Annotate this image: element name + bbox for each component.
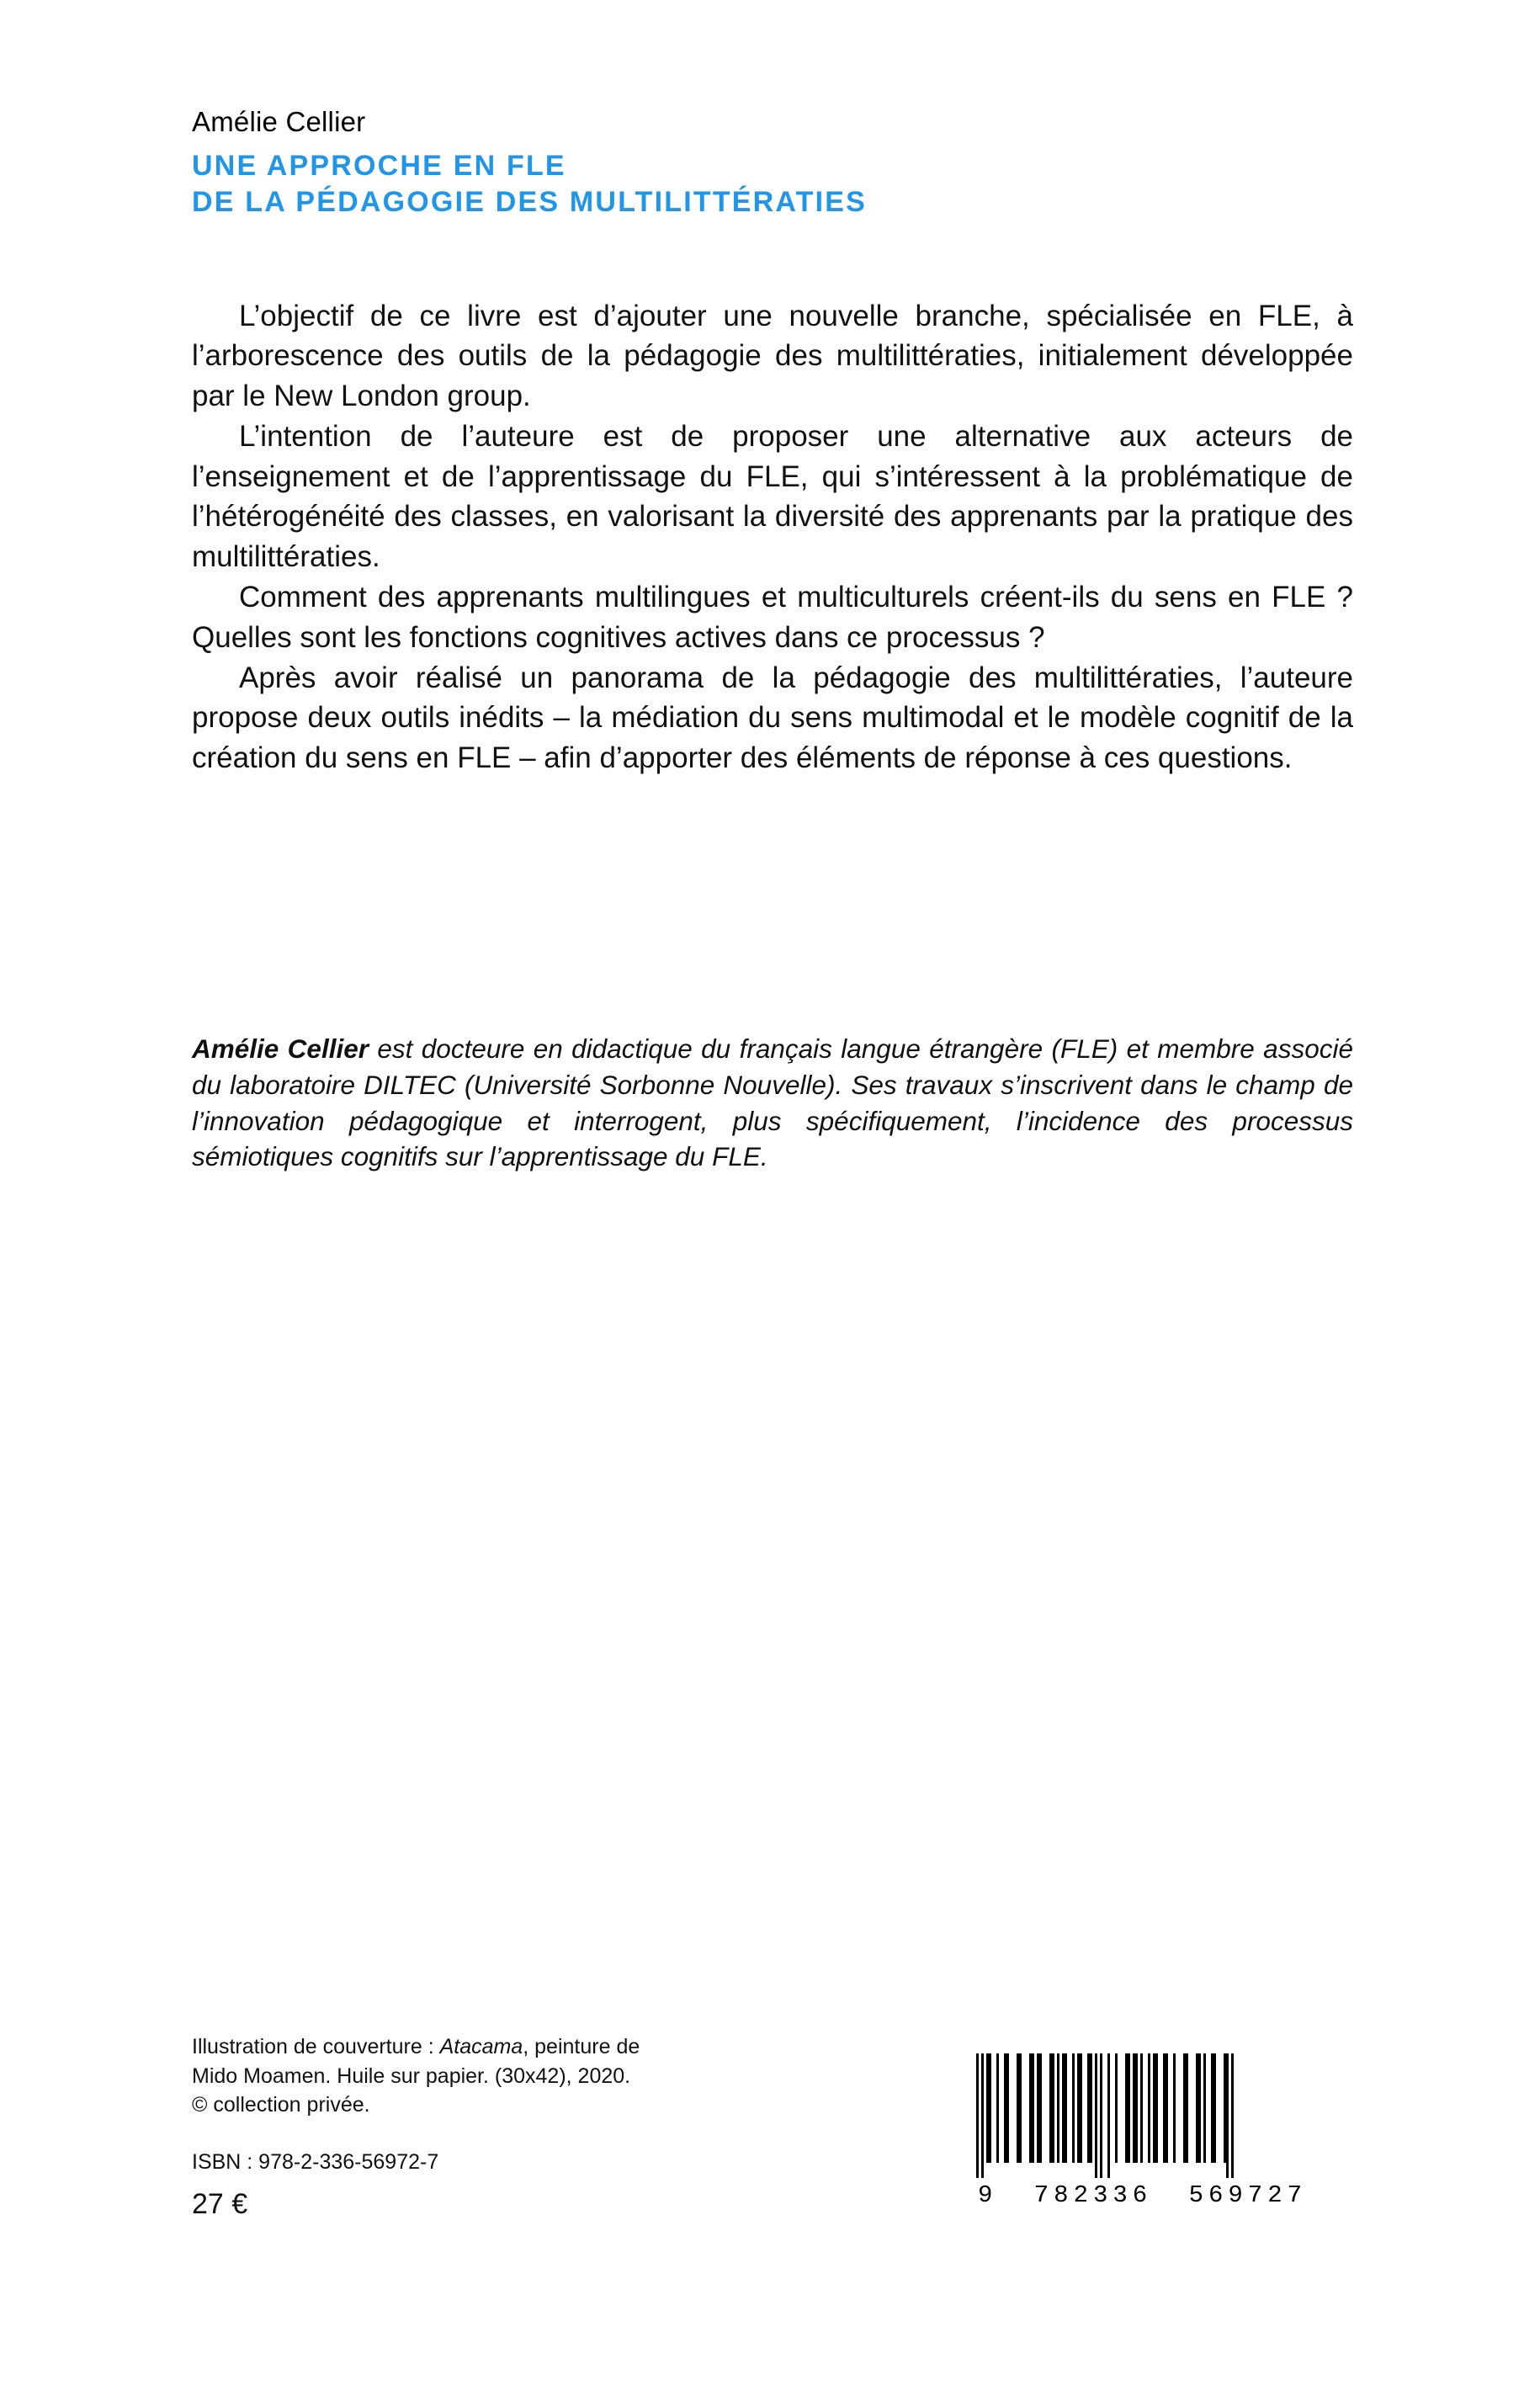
credit-suffix: , peinture de xyxy=(523,2035,640,2058)
credit-artwork-title: Atacama xyxy=(439,2035,523,2058)
isbn-text: ISBN : 978-2-336-56972-7 xyxy=(192,2149,439,2174)
page-title xyxy=(192,148,1353,220)
blurb-paragraph: L’objectif de ce livre est d’ajouter une nouvelle branche, spécialisée en FLE, à l’arborescence des outils de la pédagogie des multilittératies, initialement développée par le New London group. xyxy=(192,299,1353,413)
cover-content xyxy=(192,106,1353,1175)
author-name: Amélie Cellier xyxy=(192,106,366,137)
price-text: 27 € xyxy=(192,2187,248,2220)
author-bio-name: Amélie Cellier xyxy=(192,1033,369,1064)
credit-line-2: Mido Moamen. Huile sur papier. (30x42), 2020. xyxy=(192,2064,631,2088)
barcode-digits xyxy=(976,2181,1309,2209)
barcode-digit-mid: 782336 xyxy=(1033,2181,1153,2209)
blurb-paragraph: Après avoir réalisé un panorama de la pédagogie des multilittératies, l’auteure propose deux outils inédits – la médiation du sens multimodal et le modèle cognitif de la création du sens en FLE – afin d’apporter des éléments de réponse à ces questions. xyxy=(192,661,1353,775)
blurb-paragraph: L’intention de l’auteure est de proposer une alternative aux acteurs de l’enseignement et de l’apprentissage du FLE, qui s’intéressent à la problématique de l’hétérogénéité des classes, en valorisant la diversité des apprenants par la pratique des multilittératies. xyxy=(192,419,1353,574)
author-bio-text: est docteure en didactique du français langue étrangère (FLE) et membre associé du laboratoire DILTEC (Université Sorbonne Nouvelle). Ses travaux s’inscrivent dans le champ de l’innovation pédagogique et interrogent, plus spécifiquement, l’incidence des processus sémiotiques cognitifs sur l’apprentissage du FLE. xyxy=(192,1033,1353,1172)
barcode-digit-right: 569727 xyxy=(1188,2181,1307,2209)
credit-line-3: © collection privée. xyxy=(192,2093,370,2117)
blurb-text xyxy=(192,296,1353,778)
title-line-1: UNE APPROCHE EN FLE xyxy=(192,150,566,182)
barcode-bars xyxy=(976,2053,1309,2178)
author-bio xyxy=(192,1031,1353,1175)
blurb-paragraph: Comment des apprenants multilingues et multiculturels créent-ils du sens en FLE ? Quelles sont les fonctions cognitives actives dans ce processus ? xyxy=(192,581,1353,654)
title-line-2: DE LA PÉDAGOGIE DES MULTILITTÉRATIES xyxy=(192,185,868,218)
credit-prefix: Illustration de couverture : xyxy=(192,2035,440,2058)
barcode xyxy=(976,2053,1309,2209)
barcode-digit-left: 9 xyxy=(978,2181,998,2209)
